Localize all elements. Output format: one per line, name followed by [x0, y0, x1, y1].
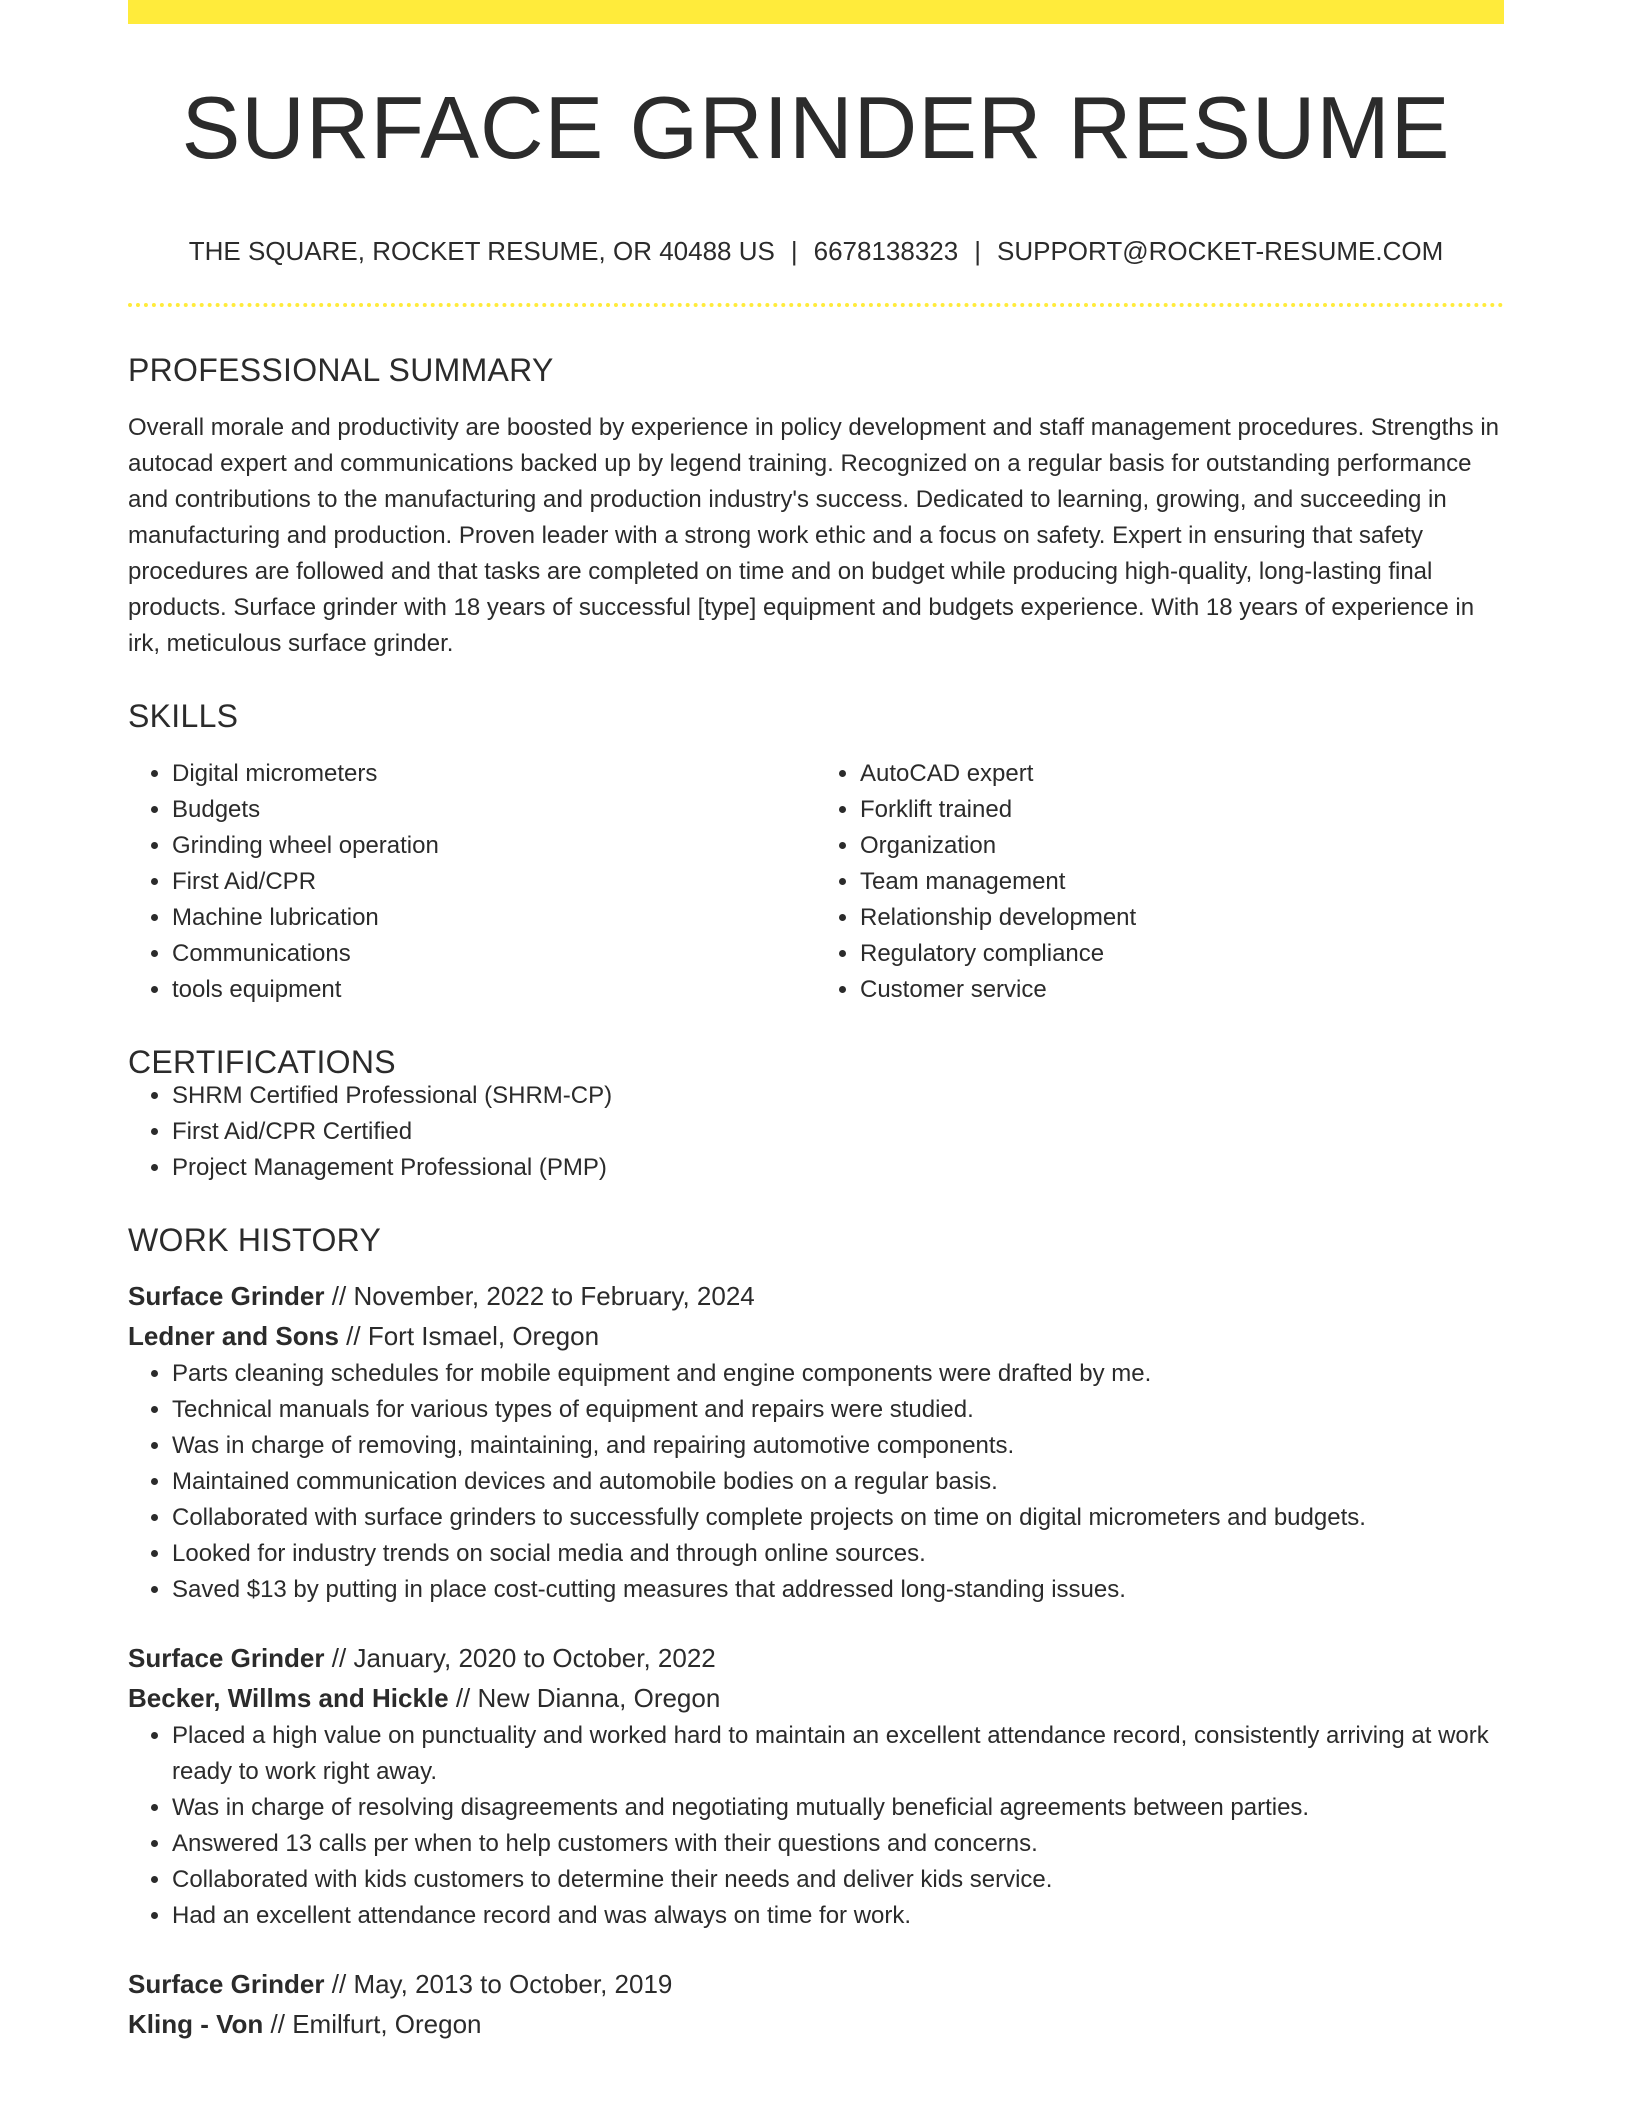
- job-bullets: [128, 1356, 1504, 1608]
- contact-line: [128, 238, 1504, 264]
- skill-item: • Relationship development: [860, 900, 1504, 936]
- resume-title: SURFACE GRINDER RESUME: [181, 78, 1451, 177]
- certification-item: • Project Management Professional (PMP): [172, 1150, 1504, 1186]
- job-delimiter: //: [331, 1281, 347, 1311]
- skill-item: • AutoCAD expert: [860, 756, 1504, 792]
- skill-item: • Budgets: [172, 792, 816, 828]
- job-delimiter: //: [331, 1969, 347, 1999]
- skill-item: • Grinding wheel operation: [172, 828, 816, 864]
- skill-item: • Communications: [172, 936, 816, 972]
- skill-item: • Customer service: [860, 972, 1504, 1008]
- section-heading-certifications: CERTIFICATIONS: [128, 1044, 396, 1080]
- contact-separator: |: [790, 236, 798, 266]
- job-dates: January, 2020 to October, 2022: [353, 1643, 716, 1673]
- job-company: Kling - Von: [128, 2009, 264, 2039]
- job-delimiter: //: [455, 1683, 471, 1713]
- job-company-line: [128, 2004, 1504, 2044]
- job-bullet: • Was in charge of resolving disagreements and negotiating mutually beneficial agreements between parties.: [172, 1790, 1504, 1826]
- skill-item: • Digital micrometers: [172, 756, 816, 792]
- job-dates: May, 2013 to October, 2019: [353, 1969, 673, 1999]
- skill-item: • Forklift trained: [860, 792, 1504, 828]
- skill-item: • Organization: [860, 828, 1504, 864]
- job-title: Surface Grinder: [128, 1969, 325, 1999]
- contact-separator: |: [974, 236, 981, 266]
- certification-item: • First Aid/CPR Certified: [172, 1114, 1504, 1150]
- skills-list-left: [128, 756, 816, 1008]
- summary-text: Overall morale and productivity are boosted by experience in policy development and staff management procedures. Strengths in autocad expert and communications backed up by legend training. Recognized on a regular basis for outstanding performance and contributions to the manufacturing and production industry's success. Dedicated to learning, growing, and succeeding in manufacturing and production. Proven leader with a strong work ethic and a focus on safety. Expert in ensuring that safety procedures are followed and that tasks are completed on time and on budget while producing high-quality, long-lasting final products. Surface grinder with 18 years of successful [type] equipment and budgets experience. With 18 years of experience in irk, meticulous surface grinder.: [128, 414, 1499, 657]
- job-bullet: • Technical manuals for various types of equipment and repairs were studied.: [172, 1392, 1504, 1428]
- skill-item: • Machine lubrication: [172, 900, 816, 936]
- job-bullet: • Parts cleaning schedules for mobile equipment and engine components were drafted by me.: [172, 1356, 1504, 1392]
- job-title-line: [128, 1964, 1504, 2004]
- job-company: Ledner and Sons: [128, 1321, 339, 1351]
- skill-item: • tools equipment: [172, 972, 816, 1008]
- job-location: Emilfurt, Oregon: [292, 2009, 482, 2039]
- job-title-line: [128, 1276, 1504, 1316]
- job-location: Fort Ismael, Oregon: [367, 1321, 600, 1351]
- skills-columns: [128, 756, 1504, 1008]
- section-heading-summary: PROFESSIONAL SUMMARY: [128, 352, 554, 388]
- skill-item: • Regulatory compliance: [860, 936, 1504, 972]
- job-bullet: • Had an excellent attendance record and was always on time for work.: [172, 1898, 1504, 1934]
- job-title-line: [128, 1638, 1504, 1678]
- section-heading-work-history: WORK HISTORY: [128, 1222, 382, 1258]
- job-company-line: [128, 1316, 1504, 1356]
- job-bullets: [128, 1718, 1504, 1934]
- section-heading-skills: SKILLS: [128, 698, 239, 734]
- skills-list-right: [816, 756, 1504, 1008]
- job-company: Becker, Willms and Hickle: [128, 1683, 449, 1713]
- job-bullet: • Placed a high value on punctuality and worked hard to maintain an excellent attendance record, consistently arriving at work ready to work right away.: [172, 1718, 1504, 1790]
- skill-item: • First Aid/CPR: [172, 864, 816, 900]
- top-accent-bar: [128, 0, 1504, 24]
- job-bullet: • Was in charge of removing, maintaining, and repairing automotive components.: [172, 1428, 1504, 1464]
- job-delimiter: //: [346, 1321, 361, 1351]
- job-bullet: • Saved $13 by putting in place cost-cutting measures that addressed long-standing issues.: [172, 1572, 1504, 1608]
- job-delimiter: //: [331, 1643, 347, 1673]
- resume-page: [128, 0, 1504, 2044]
- job-title: Surface Grinder: [128, 1281, 325, 1311]
- job-bullet: • Collaborated with surface grinders to successfully complete projects on time on digital micrometers and budgets.: [172, 1500, 1504, 1536]
- job-bullet: • Answered 13 calls per when to help customers with their questions and concerns.: [172, 1826, 1504, 1862]
- job-bullet: • Looked for industry trends on social media and through online sources.: [172, 1536, 1504, 1572]
- job-dates: November, 2022 to February, 2024: [353, 1281, 755, 1311]
- certification-item: • SHRM Certified Professional (SHRM-CP): [172, 1078, 1504, 1114]
- job-bullet: • Collaborated with kids customers to determine their needs and deliver kids service.: [172, 1862, 1504, 1898]
- job-bullet: • Maintained communication devices and automobile bodies on a regular basis.: [172, 1464, 1504, 1500]
- job-company-line: [128, 1678, 1504, 1718]
- contact-email: SUPPORT@ROCKET-RESUME.COM: [996, 236, 1444, 266]
- job-delimiter: //: [270, 2009, 285, 2039]
- contact-phone: 6678138323: [813, 236, 959, 266]
- job-title: Surface Grinder: [128, 1643, 325, 1673]
- certifications-list: [128, 1078, 1504, 1186]
- job-location: New Dianna, Oregon: [477, 1683, 721, 1713]
- dotted-divider: [128, 303, 1504, 307]
- contact-address: THE SQUARE, ROCKET RESUME, OR 40488 US: [188, 236, 775, 266]
- skill-item: • Team management: [860, 864, 1504, 900]
